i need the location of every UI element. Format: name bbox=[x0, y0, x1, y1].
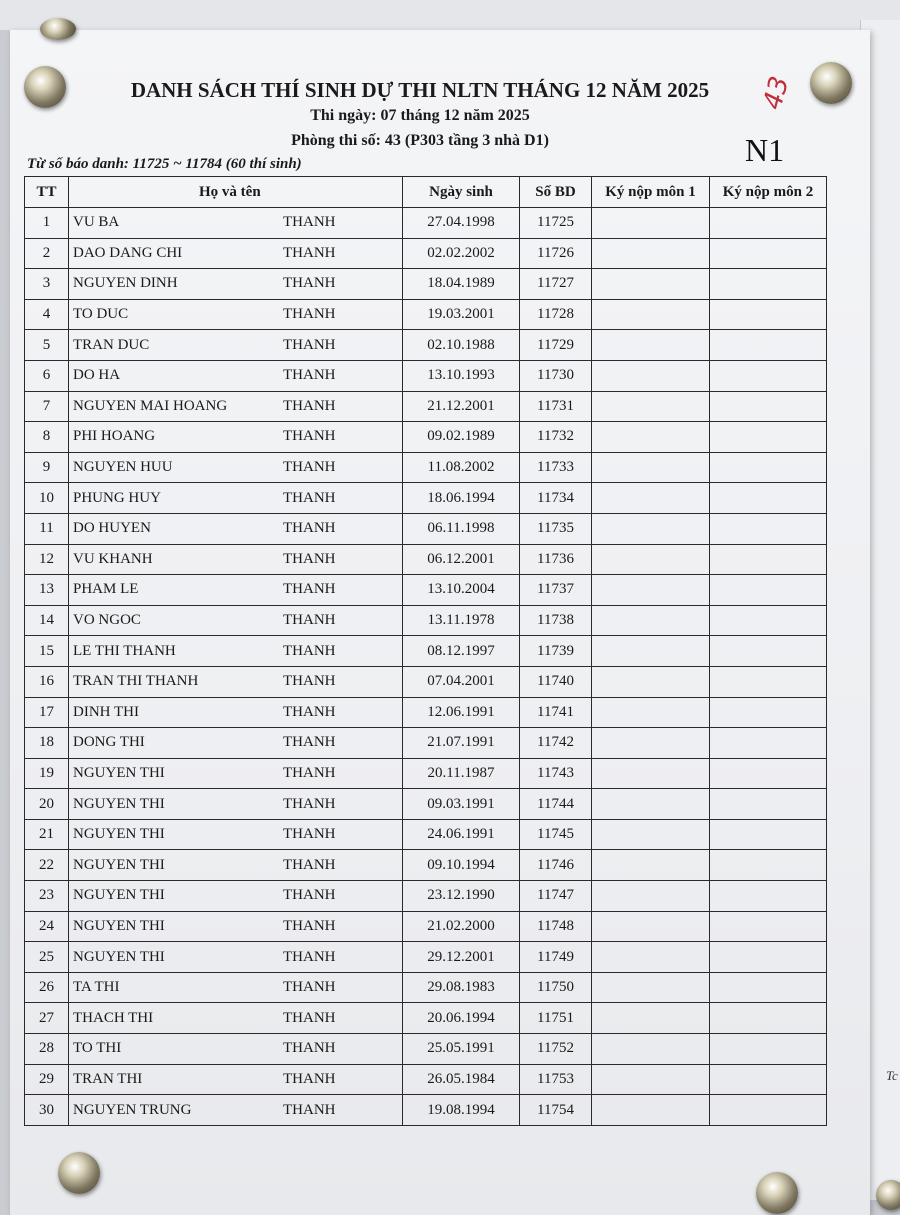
candidate-sbd: 11731 bbox=[520, 391, 592, 422]
candidate-name bbox=[69, 269, 403, 300]
candidate-last-name: THACH THI bbox=[73, 1009, 154, 1026]
candidate-dob: 08.12.1997 bbox=[403, 636, 520, 667]
candidate-name bbox=[69, 666, 403, 697]
sign-cell-2 bbox=[710, 972, 827, 1003]
sign-cell-1 bbox=[592, 238, 710, 269]
sign-cell-2 bbox=[710, 391, 827, 422]
sign-cell-1 bbox=[592, 819, 710, 850]
table-row bbox=[25, 544, 827, 575]
table-row bbox=[25, 758, 827, 789]
candidate-name bbox=[69, 544, 403, 575]
candidate-name bbox=[69, 483, 403, 514]
candidate-dob: 11.08.2002 bbox=[403, 452, 520, 483]
candidate-first-name: THANH bbox=[283, 856, 336, 873]
sign-cell-1 bbox=[592, 666, 710, 697]
table-row bbox=[25, 1095, 827, 1126]
candidate-last-name: NGUYEN MAI HOANG bbox=[73, 397, 228, 414]
row-number: 20 bbox=[25, 789, 69, 820]
pushpin-icon bbox=[40, 18, 76, 40]
sign-cell-1 bbox=[592, 636, 710, 667]
candidate-last-name: NGUYEN THI bbox=[73, 948, 165, 965]
candidate-dob: 21.07.1991 bbox=[403, 728, 520, 759]
sign-cell-1 bbox=[592, 513, 710, 544]
table-row bbox=[25, 942, 827, 973]
sign-cell-1 bbox=[592, 269, 710, 300]
sign-cell-2 bbox=[710, 728, 827, 759]
sign-cell-1 bbox=[592, 360, 710, 391]
sign-cell-1 bbox=[592, 697, 710, 728]
candidate-last-name: PHUNG HUY bbox=[73, 489, 161, 506]
candidate-name bbox=[69, 758, 403, 789]
row-number: 4 bbox=[25, 299, 69, 330]
row-number: 6 bbox=[25, 360, 69, 391]
candidate-dob: 13.10.2004 bbox=[403, 575, 520, 606]
candidate-first-name: THANH bbox=[283, 1009, 336, 1026]
candidate-sbd: 11747 bbox=[520, 881, 592, 912]
candidate-sbd: 11732 bbox=[520, 422, 592, 453]
candidate-sbd: 11754 bbox=[520, 1095, 592, 1126]
sign-cell-1 bbox=[592, 575, 710, 606]
candidate-name bbox=[69, 238, 403, 269]
row-number: 2 bbox=[25, 238, 69, 269]
candidate-name bbox=[69, 299, 403, 330]
pushpin-icon bbox=[24, 66, 66, 108]
sign-cell-1 bbox=[592, 789, 710, 820]
row-number: 21 bbox=[25, 819, 69, 850]
candidate-last-name: DO HUYEN bbox=[73, 520, 151, 537]
table-row bbox=[25, 513, 827, 544]
sign-cell-1 bbox=[592, 850, 710, 881]
candidate-last-name: VU BA bbox=[73, 214, 120, 231]
candidate-name bbox=[69, 452, 403, 483]
candidate-sbd: 11740 bbox=[520, 666, 592, 697]
sign-cell-1 bbox=[592, 208, 710, 239]
sign-cell-1 bbox=[592, 881, 710, 912]
sign-cell-1 bbox=[592, 605, 710, 636]
candidate-dob: 12.06.1991 bbox=[403, 697, 520, 728]
sign-cell-1 bbox=[592, 330, 710, 361]
table-row bbox=[25, 483, 827, 514]
candidate-name bbox=[69, 1064, 403, 1095]
row-number: 26 bbox=[25, 972, 69, 1003]
header-name: Họ và tên bbox=[69, 177, 403, 208]
table-row bbox=[25, 330, 827, 361]
candidate-first-name: THANH bbox=[283, 489, 336, 506]
candidate-sbd: 11730 bbox=[520, 360, 592, 391]
sign-cell-2 bbox=[710, 513, 827, 544]
sign-cell-2 bbox=[710, 452, 827, 483]
candidate-sbd: 11748 bbox=[520, 911, 592, 942]
candidate-name bbox=[69, 942, 403, 973]
candidate-first-name: THANH bbox=[283, 764, 336, 781]
sign-cell-2 bbox=[710, 789, 827, 820]
sign-cell-2 bbox=[710, 758, 827, 789]
candidate-name bbox=[69, 728, 403, 759]
candidate-last-name: PHAM LE bbox=[73, 581, 139, 598]
candidate-last-name: DAO DANG CHI bbox=[73, 244, 183, 261]
candidate-name bbox=[69, 360, 403, 391]
row-number: 3 bbox=[25, 269, 69, 300]
candidate-name bbox=[69, 789, 403, 820]
row-number: 1 bbox=[25, 208, 69, 239]
candidate-dob: 19.03.2001 bbox=[403, 299, 520, 330]
sign-cell-1 bbox=[592, 972, 710, 1003]
row-number: 19 bbox=[25, 758, 69, 789]
side-sheet-text: Tc bbox=[886, 1068, 898, 1083]
row-number: 24 bbox=[25, 911, 69, 942]
table-header-row bbox=[25, 177, 827, 208]
table-row bbox=[25, 728, 827, 759]
table-row bbox=[25, 422, 827, 453]
candidate-last-name: NGUYEN THI bbox=[73, 795, 165, 812]
candidate-dob: 20.11.1987 bbox=[403, 758, 520, 789]
candidate-last-name: VO NGOC bbox=[73, 612, 141, 629]
candidate-dob: 09.03.1991 bbox=[403, 789, 520, 820]
candidate-last-name: DINH THI bbox=[73, 703, 139, 720]
sign-cell-2 bbox=[710, 208, 827, 239]
sign-cell-1 bbox=[592, 911, 710, 942]
candidate-last-name: TO THI bbox=[73, 1040, 122, 1057]
candidate-sbd: 11752 bbox=[520, 1034, 592, 1065]
candidate-name bbox=[69, 605, 403, 636]
table-row bbox=[25, 452, 827, 483]
candidate-first-name: THANH bbox=[283, 550, 336, 567]
candidate-first-name: THANH bbox=[283, 397, 336, 414]
candidate-dob: 19.08.1994 bbox=[403, 1095, 520, 1126]
sign-cell-2 bbox=[710, 911, 827, 942]
candidate-sbd: 11753 bbox=[520, 1064, 592, 1095]
candidate-first-name: THANH bbox=[283, 887, 336, 904]
row-number: 14 bbox=[25, 605, 69, 636]
sign-cell-2 bbox=[710, 881, 827, 912]
candidate-name bbox=[69, 1034, 403, 1065]
candidate-sbd: 11749 bbox=[520, 942, 592, 973]
candidate-name bbox=[69, 881, 403, 912]
exam-date: Thi ngày: 07 tháng 12 năm 2025 bbox=[310, 107, 530, 124]
candidate-dob: 29.08.1983 bbox=[403, 972, 520, 1003]
candidate-dob: 02.10.1988 bbox=[403, 330, 520, 361]
row-number: 18 bbox=[25, 728, 69, 759]
candidate-last-name: NGUYEN THI bbox=[73, 917, 165, 934]
table-row bbox=[25, 666, 827, 697]
candidate-sbd: 11739 bbox=[520, 636, 592, 667]
sign-cell-2 bbox=[710, 483, 827, 514]
candidate-last-name: TRAN DUC bbox=[73, 336, 150, 353]
candidate-first-name: THANH bbox=[283, 459, 336, 476]
candidate-sbd: 11728 bbox=[520, 299, 592, 330]
candidate-sbd: 11751 bbox=[520, 1003, 592, 1034]
row-number: 17 bbox=[25, 697, 69, 728]
sign-cell-2 bbox=[710, 666, 827, 697]
row-number: 11 bbox=[25, 513, 69, 544]
candidate-last-name: NGUYEN THI bbox=[73, 887, 165, 904]
candidate-dob: 06.12.2001 bbox=[403, 544, 520, 575]
sign-cell-1 bbox=[592, 942, 710, 973]
candidate-sbd: 11727 bbox=[520, 269, 592, 300]
candidate-sbd: 11742 bbox=[520, 728, 592, 759]
table-row bbox=[25, 850, 827, 881]
pushpin-icon bbox=[58, 1152, 100, 1194]
table-row bbox=[25, 636, 827, 667]
sign-cell-1 bbox=[592, 1003, 710, 1034]
table-row bbox=[25, 789, 827, 820]
candidate-name bbox=[69, 819, 403, 850]
sign-cell-2 bbox=[710, 575, 827, 606]
row-number: 29 bbox=[25, 1064, 69, 1095]
candidate-name bbox=[69, 575, 403, 606]
sign-cell-1 bbox=[592, 391, 710, 422]
candidate-first-name: THANH bbox=[283, 979, 336, 996]
exam-room: Phòng thi số: 43 (P303 tầng 3 nhà D1) bbox=[291, 132, 549, 149]
candidate-last-name: NGUYEN TRUNG bbox=[73, 1101, 192, 1118]
candidate-sbd: 11737 bbox=[520, 575, 592, 606]
sign-cell-1 bbox=[592, 544, 710, 575]
sign-cell-2 bbox=[710, 697, 827, 728]
candidate-dob: 18.04.1989 bbox=[403, 269, 520, 300]
candidate-first-name: THANH bbox=[283, 826, 336, 843]
candidate-last-name: TRAN THI bbox=[73, 1070, 143, 1087]
candidate-name bbox=[69, 636, 403, 667]
candidate-first-name: THANH bbox=[283, 673, 336, 690]
candidate-first-name: THANH bbox=[283, 367, 336, 384]
candidate-first-name: THANH bbox=[283, 520, 336, 537]
candidate-name bbox=[69, 391, 403, 422]
row-number: 22 bbox=[25, 850, 69, 881]
sign-cell-2 bbox=[710, 1003, 827, 1034]
candidate-first-name: THANH bbox=[283, 581, 336, 598]
sign-cell-2 bbox=[710, 299, 827, 330]
candidate-dob: 02.02.2002 bbox=[403, 238, 520, 269]
sign-cell-2 bbox=[710, 850, 827, 881]
row-number: 12 bbox=[25, 544, 69, 575]
candidate-name bbox=[69, 697, 403, 728]
candidate-sbd: 11750 bbox=[520, 972, 592, 1003]
row-number: 8 bbox=[25, 422, 69, 453]
candidate-first-name: THANH bbox=[283, 734, 336, 751]
candidate-first-name: THANH bbox=[283, 275, 336, 292]
candidate-name bbox=[69, 330, 403, 361]
group-code: N1 bbox=[745, 132, 785, 168]
table-row bbox=[25, 697, 827, 728]
candidate-last-name: TA THI bbox=[73, 979, 120, 996]
table-row bbox=[25, 605, 827, 636]
candidate-first-name: THANH bbox=[283, 306, 336, 323]
header-dob: Ngày sinh bbox=[403, 177, 520, 208]
sign-cell-2 bbox=[710, 330, 827, 361]
candidate-dob: 27.04.1998 bbox=[403, 208, 520, 239]
candidate-sbd: 11725 bbox=[520, 208, 592, 239]
document-title: DANH SÁCH THÍ SINH DỰ THI NLTN THÁNG 12 NĂM 2025 bbox=[130, 78, 710, 102]
candidate-dob: 13.11.1978 bbox=[403, 605, 520, 636]
candidate-last-name: NGUYEN THI bbox=[73, 826, 165, 843]
table-row bbox=[25, 819, 827, 850]
sign-cell-2 bbox=[710, 422, 827, 453]
candidate-first-name: THANH bbox=[283, 612, 336, 629]
table-row bbox=[25, 1064, 827, 1095]
candidate-dob: 24.06.1991 bbox=[403, 819, 520, 850]
background-sheet-top bbox=[0, 0, 900, 30]
sign-cell-2 bbox=[710, 1095, 827, 1126]
candidate-sbd: 11746 bbox=[520, 850, 592, 881]
pushpin-icon bbox=[876, 1180, 900, 1210]
candidate-dob: 23.12.1990 bbox=[403, 881, 520, 912]
candidate-dob: 29.12.2001 bbox=[403, 942, 520, 973]
candidate-last-name: DO HA bbox=[73, 367, 121, 384]
sign-cell-1 bbox=[592, 728, 710, 759]
sign-cell-1 bbox=[592, 422, 710, 453]
candidate-name bbox=[69, 208, 403, 239]
candidate-dob: 06.11.1998 bbox=[403, 513, 520, 544]
candidate-first-name: THANH bbox=[283, 1070, 336, 1087]
row-number: 28 bbox=[25, 1034, 69, 1065]
candidate-name bbox=[69, 513, 403, 544]
candidate-first-name: THANH bbox=[283, 336, 336, 353]
row-number: 15 bbox=[25, 636, 69, 667]
candidate-name bbox=[69, 911, 403, 942]
candidate-first-name: THANH bbox=[283, 214, 336, 231]
candidate-first-name: THANH bbox=[283, 642, 336, 659]
row-number: 30 bbox=[25, 1095, 69, 1126]
row-number: 10 bbox=[25, 483, 69, 514]
row-number: 23 bbox=[25, 881, 69, 912]
sign-cell-1 bbox=[592, 1064, 710, 1095]
candidate-name bbox=[69, 850, 403, 881]
candidate-sbd: 11733 bbox=[520, 452, 592, 483]
candidate-last-name: LE THI THANH bbox=[73, 642, 176, 659]
header-sign1: Ký nộp môn 1 bbox=[592, 177, 710, 208]
candidate-sbd: 11741 bbox=[520, 697, 592, 728]
sign-cell-1 bbox=[592, 452, 710, 483]
candidate-name bbox=[69, 1095, 403, 1126]
candidate-dob: 26.05.1984 bbox=[403, 1064, 520, 1095]
row-number: 16 bbox=[25, 666, 69, 697]
sign-cell-2 bbox=[710, 636, 827, 667]
sign-cell-1 bbox=[592, 483, 710, 514]
sign-cell-2 bbox=[710, 238, 827, 269]
sign-cell-2 bbox=[710, 269, 827, 300]
table-row bbox=[25, 575, 827, 606]
candidate-first-name: THANH bbox=[283, 244, 336, 261]
table-row bbox=[25, 881, 827, 912]
candidate-sbd: 11744 bbox=[520, 789, 592, 820]
table-row bbox=[25, 1003, 827, 1034]
row-number: 9 bbox=[25, 452, 69, 483]
candidate-last-name: NGUYEN HUU bbox=[73, 459, 173, 476]
candidate-last-name: PHI HOANG bbox=[73, 428, 156, 445]
candidate-dob: 13.10.1993 bbox=[403, 360, 520, 391]
table-row bbox=[25, 269, 827, 300]
table-row bbox=[25, 208, 827, 239]
sign-cell-1 bbox=[592, 758, 710, 789]
candidate-last-name: NGUYEN DINH bbox=[73, 275, 178, 292]
sign-cell-2 bbox=[710, 819, 827, 850]
candidate-dob: 21.02.2000 bbox=[403, 911, 520, 942]
candidate-last-name: DONG THI bbox=[73, 734, 145, 751]
pushpin-icon bbox=[756, 1172, 798, 1214]
candidate-sbd: 11735 bbox=[520, 513, 592, 544]
candidate-dob: 21.12.2001 bbox=[403, 391, 520, 422]
candidate-name bbox=[69, 1003, 403, 1034]
sign-cell-2 bbox=[710, 1064, 827, 1095]
table-row bbox=[25, 391, 827, 422]
sign-cell-2 bbox=[710, 1034, 827, 1065]
sign-cell-1 bbox=[592, 1034, 710, 1065]
row-number: 7 bbox=[25, 391, 69, 422]
handwritten-note: 43 bbox=[757, 73, 796, 113]
candidate-dob: 20.06.1994 bbox=[403, 1003, 520, 1034]
table-row bbox=[25, 911, 827, 942]
candidate-sbd: 11726 bbox=[520, 238, 592, 269]
candidate-sbd: 11736 bbox=[520, 544, 592, 575]
header-sign2: Ký nộp môn 2 bbox=[710, 177, 827, 208]
candidate-last-name: TRAN THI THANH bbox=[73, 673, 199, 690]
candidate-dob: 07.04.2001 bbox=[403, 666, 520, 697]
sign-cell-2 bbox=[710, 605, 827, 636]
candidate-first-name: THANH bbox=[283, 795, 336, 812]
sign-cell-2 bbox=[710, 360, 827, 391]
candidate-dob: 18.06.1994 bbox=[403, 483, 520, 514]
candidate-last-name: NGUYEN THI bbox=[73, 856, 165, 873]
candidate-last-name: TO DUC bbox=[73, 306, 129, 323]
candidate-sbd: 11745 bbox=[520, 819, 592, 850]
candidate-sbd: 11734 bbox=[520, 483, 592, 514]
table-row bbox=[25, 1034, 827, 1065]
candidate-first-name: THANH bbox=[283, 428, 336, 445]
candidate-name bbox=[69, 972, 403, 1003]
sign-cell-1 bbox=[592, 1095, 710, 1126]
candidate-first-name: THANH bbox=[283, 948, 336, 965]
table-row bbox=[25, 360, 827, 391]
candidate-last-name: VU KHANH bbox=[73, 550, 153, 567]
sign-cell-2 bbox=[710, 544, 827, 575]
candidate-first-name: THANH bbox=[283, 1040, 336, 1057]
candidate-first-name: THANH bbox=[283, 703, 336, 720]
candidate-dob: 09.10.1994 bbox=[403, 850, 520, 881]
row-number: 27 bbox=[25, 1003, 69, 1034]
candidate-first-name: THANH bbox=[283, 1101, 336, 1118]
candidate-sbd: 11738 bbox=[520, 605, 592, 636]
row-number: 13 bbox=[25, 575, 69, 606]
table-row bbox=[25, 299, 827, 330]
pushpin-icon bbox=[810, 62, 852, 104]
candidate-sbd: 11729 bbox=[520, 330, 592, 361]
header-tt: TT bbox=[25, 177, 69, 208]
sign-cell-2 bbox=[710, 942, 827, 973]
row-number: 25 bbox=[25, 942, 69, 973]
candidate-name bbox=[69, 422, 403, 453]
candidate-sbd: 11743 bbox=[520, 758, 592, 789]
candidate-first-name: THANH bbox=[283, 917, 336, 934]
candidate-last-name: NGUYEN THI bbox=[73, 764, 165, 781]
row-number: 5 bbox=[25, 330, 69, 361]
candidate-dob: 25.05.1991 bbox=[403, 1034, 520, 1065]
candidate-dob: 09.02.1989 bbox=[403, 422, 520, 453]
header-sbd: Số BD bbox=[520, 177, 592, 208]
sign-cell-1 bbox=[592, 299, 710, 330]
id-range: Từ số báo danh: 11725 ~ 11784 (60 thí sinh) bbox=[27, 156, 302, 172]
candidate-table bbox=[24, 176, 827, 1126]
table-row bbox=[25, 972, 827, 1003]
table-row bbox=[25, 238, 827, 269]
